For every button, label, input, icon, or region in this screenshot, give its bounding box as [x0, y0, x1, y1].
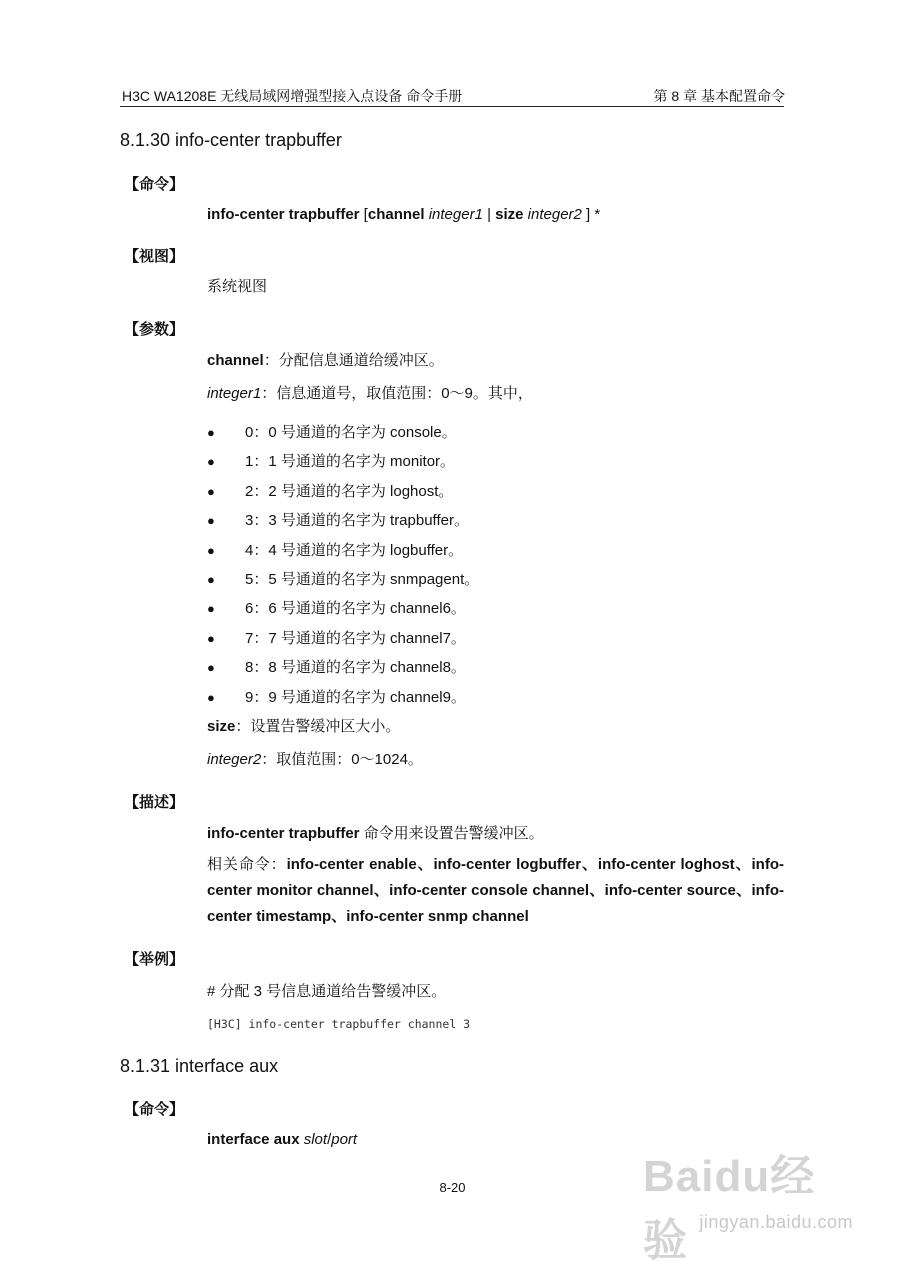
- cmd-integer2: integer2: [523, 206, 582, 223]
- bullet-icon: ●: [207, 601, 215, 616]
- command-syntax: [207, 205, 600, 225]
- param-channel-kw: channel: [207, 352, 264, 369]
- param-channel: [207, 351, 444, 371]
- cmd-pipe: |: [482, 206, 496, 223]
- params-label: 【参数】: [124, 321, 185, 338]
- view-text: 系统视图: [207, 278, 268, 295]
- cmd-bracket-close: ] *: [581, 206, 601, 223]
- bullet-icon: ●: [207, 572, 215, 587]
- example-code: [H3C] info-center trapbuffer channel 3: [207, 1017, 471, 1031]
- header-title: H3C WA1208E 无线局域网增强型接入点设备 命令手册: [122, 88, 463, 104]
- header-chapter: 第 8 章 基本配置命令: [653, 88, 785, 104]
- view-label: 【视图】: [124, 248, 185, 265]
- cmd-bracket-open: [: [359, 206, 368, 223]
- description-cmd: info-center trapbuffer: [207, 825, 360, 842]
- param-integer1-desc: ：信息通道号，取值范围：0～9。其中，: [261, 385, 533, 402]
- header-divider: [120, 106, 784, 107]
- baidu-logo-icon: Baidu经验: [643, 1152, 816, 1265]
- description-label: 【描述】: [124, 794, 185, 811]
- param-integer2: [207, 750, 423, 770]
- param-integer1: [207, 384, 533, 404]
- bullet-icon: ●: [207, 454, 215, 469]
- cmd-integer1: integer1: [424, 206, 483, 223]
- bullet-icon: ●: [207, 690, 215, 705]
- command-label-2: 【命令】: [124, 1101, 185, 1118]
- example-label: 【举例】: [124, 951, 185, 968]
- bullet-icon: ●: [207, 543, 215, 558]
- watermark: [643, 1140, 853, 1265]
- param-integer2-kw: integer2: [207, 751, 262, 768]
- param-integer2-desc: ：取值范围：0～1024。: [261, 751, 423, 768]
- description-text: [207, 824, 544, 844]
- related-commands: [207, 852, 784, 930]
- section-title-2: 8.1.31 interface aux: [120, 1056, 279, 1076]
- cmd2-port: port: [331, 1131, 358, 1148]
- watermark-url: jingyan.baidu.com: [699, 1212, 853, 1232]
- description-rest: 命令用来设置告警缓冲区。: [359, 825, 544, 842]
- cmd-keyword: info-center trapbuffer: [207, 206, 360, 223]
- cmd2-keyword: interface aux: [207, 1131, 300, 1148]
- bullet-icon: ●: [207, 513, 215, 528]
- bullet-icon: ●: [207, 484, 215, 499]
- cmd2-sep: /: [327, 1131, 332, 1148]
- command-label: 【命令】: [124, 176, 185, 193]
- cmd-channel-kw: channel: [367, 206, 425, 223]
- command-syntax-2: [207, 1130, 357, 1150]
- example-description: # 分配 3 号信息通道给告警缓冲区。: [207, 983, 447, 1000]
- bullet-icon: ●: [207, 660, 215, 675]
- related-list: info-center enable、info-center logbuffer、info-center loghost、info-center monitor channel、info-center console channel、info-center source、info-center timestamp、info-center snmp channel: [207, 856, 784, 925]
- bullet-icon: ●: [207, 425, 215, 440]
- cmd-size-kw: size: [495, 206, 524, 223]
- page-number: 8-20: [439, 1180, 466, 1195]
- param-size-kw: size: [207, 718, 236, 735]
- param-channel-desc: ：分配信息通道给缓冲区。: [263, 352, 444, 369]
- param-size: [207, 717, 400, 737]
- section-title: 8.1.30 info-center trapbuffer: [120, 130, 342, 150]
- related-prefix: 相关命令：: [207, 856, 287, 873]
- param-size-desc: ：设置告警缓冲区大小。: [235, 718, 401, 735]
- param-integer1-kw: integer1: [207, 385, 262, 402]
- bullet-icon: ●: [207, 631, 215, 646]
- cmd2-slot: slot: [299, 1131, 328, 1148]
